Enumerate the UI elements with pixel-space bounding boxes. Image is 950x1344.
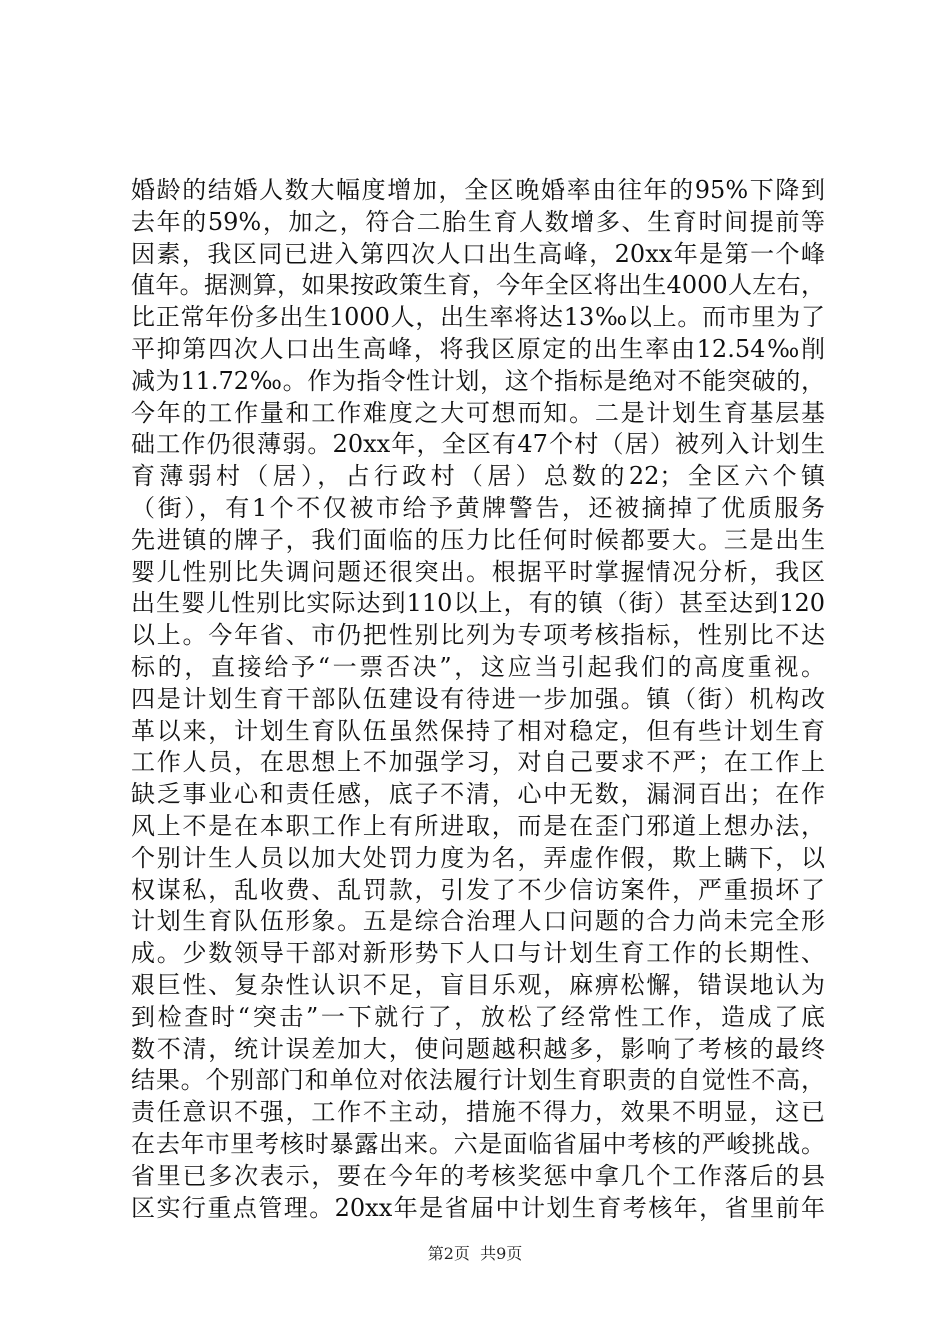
text-line: 到检查时“突击”一下就行了，放松了经常性工作，造成了底 [131,1002,825,1031]
text-line: （街），有1个不仅被市给予黄牌警告，还被摘掉了优质服务 [131,493,825,522]
text-line: 省里已多次表示，要在今年的考核奖惩中拿几个工作落后的县 [131,1161,825,1190]
text-line: 以上。今年省、市仍把性别比列为专项考核指标，性别比不达 [131,621,825,650]
text-line: 四是计划生育干部队伍建设有待进一步加强。镇（街）机构改 [131,684,825,713]
text-line: 风上不是在本职工作上有所进取，而是在歪门邪道上想办法， [131,811,825,840]
text-line: 计划生育队伍形象。五是综合治理人口问题的合力尚未完全形 [131,907,825,936]
text-line: 去年的59%，加之，符合二胎生育人数增多、生育时间提前等 [131,207,825,236]
text-line: 标的，直接给予“一票否决”，这应当引起我们的高度重视。 [131,652,825,681]
text-line: 区实行重点管理。20xx年是省届中计划生育考核年，省里前年 [131,1193,825,1222]
text-line: 婚龄的结婚人数大幅度增加，全区晚婚率由往年的95%下降到 [131,176,825,204]
text-line: 工作人员，在思想上不加强学习，对自己要求不严；在工作上 [131,748,825,777]
text-line: 结果。个别部门和单位对依法履行计划生育职责的自觉性不高， [131,1066,825,1095]
text-line: 比正常年份多出生1000人，出生率将达13‰以上。而市里为了 [131,303,825,332]
text-line: 革以来，计划生育队伍虽然保持了相对稳定，但有些计划生育 [131,716,825,745]
text-line: 缺乏事业心和责任感，底子不清，心中无数，漏洞百出；在作 [131,780,825,809]
text-line: 平抑第四次人口出生高峰，将我区原定的出生率由12.54‰削 [131,334,825,363]
text-line: 责任意识不强，工作不主动，措施不得力，效果不明显，这已 [131,1098,825,1127]
text-line: 育薄弱村（居），占行政村（居）总数的22；全区六个镇 [131,462,825,491]
text-line: 今年的工作量和工作难度之大可想而知。二是计划生育基层基 [131,398,825,427]
text-line: 婴儿性别比失调问题还很突出。根据平时掌握情况分析，我区 [131,557,825,586]
text-line: 在去年市里考核时暴露出来。六是面临省届中考核的严峻挑战。 [131,1129,825,1158]
text-line: 因素，我区同已进入第四次人口出生高峰，20xx年是第一个峰 [131,239,825,268]
text-line: 权谋私，乱收费、乱罚款，引发了不少信访案件，严重损坏了 [131,875,825,904]
text-line: 成。少数领导干部对新形势下人口与计划生育工作的长期性、 [131,939,825,968]
text-line: 值年。据测算，如果按政策生育，今年全区将出生4000人左右， [131,271,825,300]
text-line: 艰巨性、复杂性认识不足，盲目乐观，麻痹松懈，错误地认为 [131,970,825,999]
text-line: 出生婴儿性别比实际达到110以上，有的镇（街）甚至达到120 [131,589,825,618]
text-line: 减为11.72‰。作为指令性计划，这个指标是绝对不能突破的， [131,366,825,395]
text-line: 础工作仍很薄弱。20xx年，全区有47个村（居）被列入计划生 [131,430,825,459]
text-line: 先进镇的牌子，我们面临的压力比任何时候都要大。三是出生 [131,525,825,554]
page-number-footer: 第2页 共9页 [427,1244,523,1263]
body-text [131,175,825,1224]
text-line: 个别计生人员以加大处罚力度为名，弄虚作假，欺上瞒下，以 [131,843,825,872]
text-line: 数不清，统计误差加大，使问题越积越多，影响了考核的最终 [131,1034,825,1063]
